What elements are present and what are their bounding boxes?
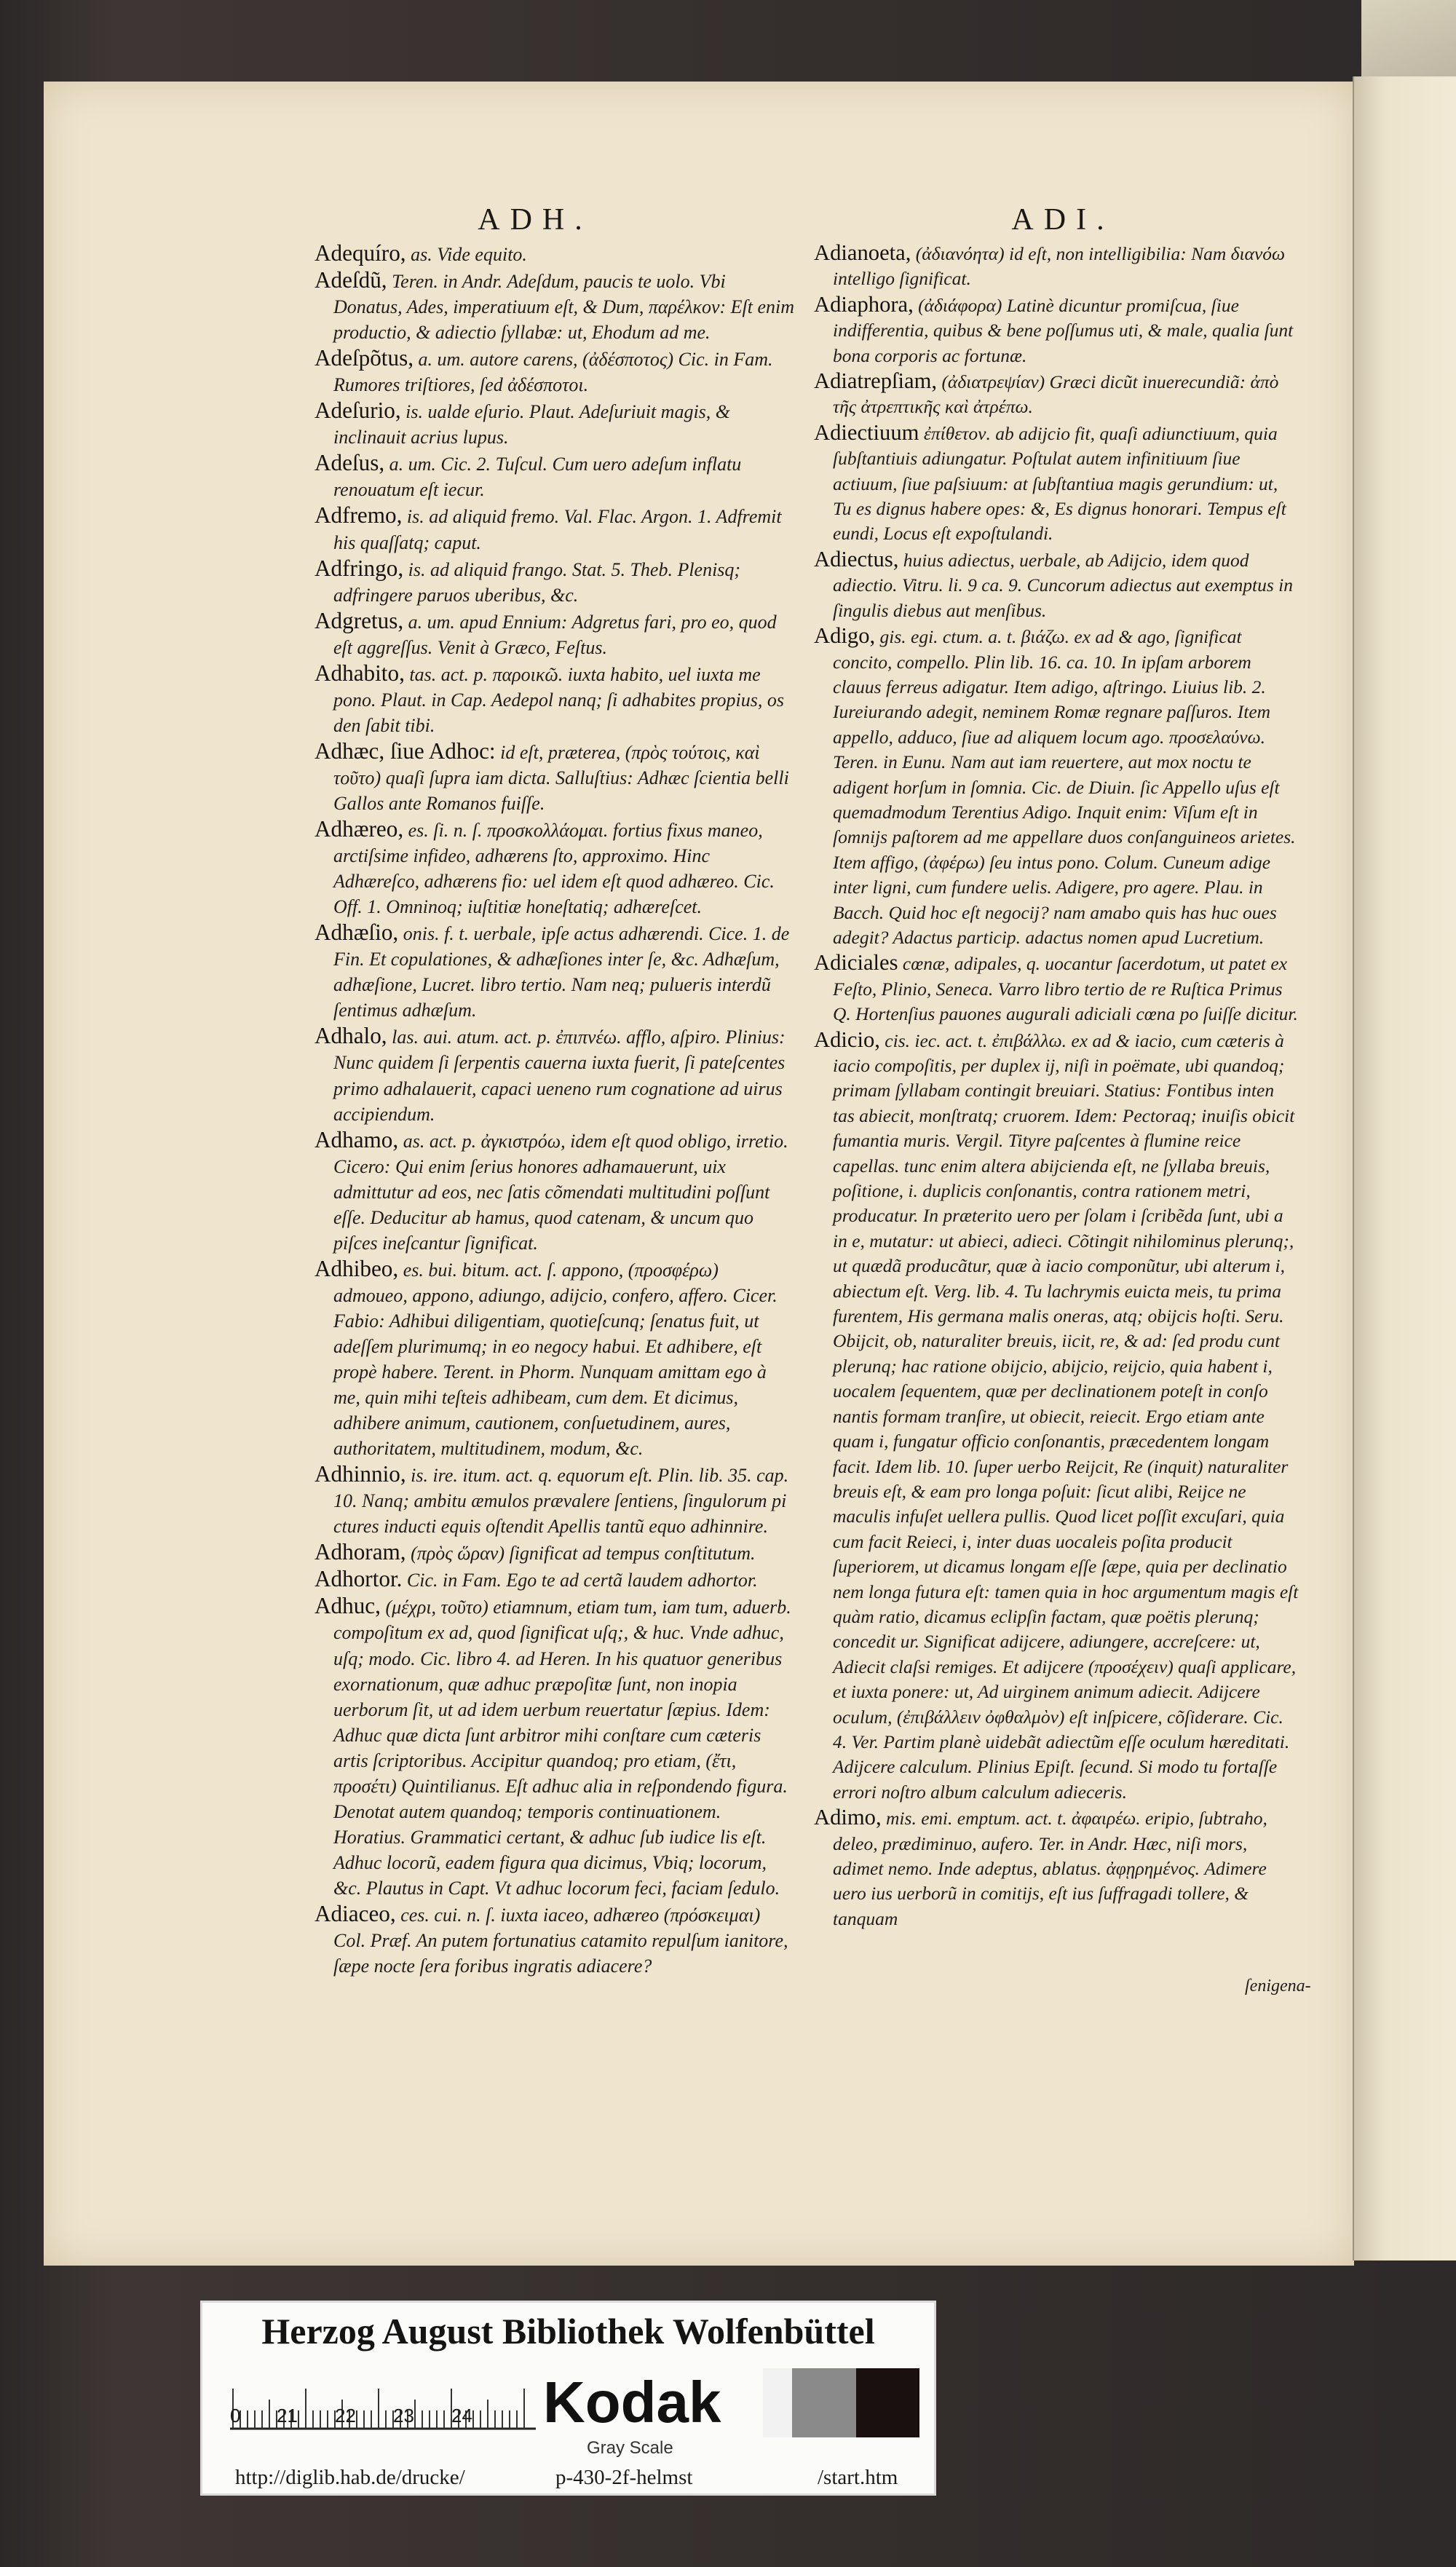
headword: Adfremo, [314, 502, 403, 529]
dictionary-entry [314, 450, 795, 502]
headword: Adeſus, [314, 450, 385, 476]
dictionary-entry [814, 420, 1300, 547]
headword: Adhæſio, [314, 919, 399, 946]
headword: Adiaceo, [314, 1901, 396, 1926]
dictionary-entry [314, 816, 795, 919]
entry-body [314, 267, 795, 345]
dictionary-entry [314, 1539, 795, 1566]
dictionary-entry [814, 292, 1300, 368]
headword: Adhalo, [314, 1023, 387, 1049]
entry-body [314, 816, 795, 919]
entry-body [814, 240, 1300, 292]
dictionary-entry [314, 555, 795, 608]
entry-text: las. aui. atum. act. p. ἐπιπνέω. afflo, aſpiro. Plinius: Nunc quidem ſi ſerpentis cauerna iuxta fuerit, ſi pateſcentes primo adhalauerit, capaci ueneno rum cognatione ad uirus accipiendum. [333, 1027, 786, 1125]
entry-body [314, 608, 795, 660]
entry-text: ἐπίθετον. ab adijcio fit, quaſi adiunctiuum, quia ſubſtantiuis adiungatur. Poſtulat autem infinitiuum ſiue actiuum, ſiue paſsiuum: at ſubſtantiua magis gerundium: ut, Tu es dignus habere opes: &, Es dignus honorari. Tempus eſt eundi, Locus eſt expoſtulandi. [833, 422, 1286, 545]
entry-text: a. um. apud Ennium: Adgretus fari, pro eo, quod eſt aggreſſus. Venit à Græco, Feſtus. [333, 611, 777, 658]
dictionary-entry [314, 919, 795, 1023]
headword: Adhæc, ſiue Adhoc: [314, 737, 496, 764]
entry-body [314, 1539, 795, 1566]
headword: Adiaphora, [814, 291, 914, 317]
entry-text: cis. iec. act. t. ἐπιβάλλω. ex ad & iacio, cum cæteris à iacio compoſitis, per duplex ij, niſi in poëmate, ubi quandoq; primam ſyllabam contingit breuiari. Statius: Fontibus inten tas abiecit, monſtratq; cruorem. Idem: Pectoraq; inuiſis obicit fumantia muris. Vergil. Tityre paſcentes à flumine reice capellas. tunc enim altera abijcienda eſt, ne ſyllaba breuis, poſitione, i. duplicis conſonantis, contra rationem metri, producatur. In præterito uero per ſolam i ſcribẽda ſunt, ubi a in e, mutatur: ut abieci, adieci. Cõtingit nihilominus plerunq;, ut quædã producãtur, quæ à iacio componũtur, ubi alterum i, abiectum eſt. Verg. lib. 4. Tu lachrymis euicta meis, tu prima furentem, His germana malis oneras, atq; obijcis hoſti. Seru. Obijcit, ob, naturaliter breuis, iicit, re, & ad: ſed produ cunt plerunq; hac ratione obijcio, abijcio, reijcio, quia habent i, uocalem ſequentem, quæ per declinationem poteſt in conſo nantis formam tranſire, ut obiecit, reiecit. Ergo etiam ante quam i, fungatur officio conſonantis, præcedentem longam facit. Idem lib. 10. ſuper uerbo Reijcit, Re (inquit) naturaliter breuis eſt, & eam pro longa poſuit: ſicut alibi, Reijce ne maculis infuſet uellera pullis. Quod licet poſſit excuſari, quia cum facit Reieci, i, inter duas uocaleis poſita producit ſuperiorem, ut dicamus longam eſſe ſæpe, quia per declinatio nem longa futura eſt: tamen quia in hoc argumentum magis eſt quàm ratio, dicamus eclipſin factam, quæ poëtis plerunq; concedit ur. Significat adijcere, adiungere, accreſcere: ut, Adiecit claſsi remiges. Et adijcere (προσέχειν) quaſi applicare, et iuxta ponere: ut, Ad uirginem animum adiecit. Adijcere oculum, (ἐπιβάλλειν ὀφθαλμὸν) eſt inſpicere, cõſiderare. Cic. 4. Ver. Partim planè uidebãt adiectũm eſſe oculum hæreditati. Adijcere calculum. Plinius Epiſt. ſecund. Si modo tu fortaſſe errori noſtro album calculum adieceris. [833, 1029, 1299, 1803]
entry-body [314, 738, 795, 816]
entry-body [314, 240, 795, 267]
entry-body [314, 1127, 795, 1256]
entry-text: gis. egi. ctum. a. t. βιάζω. ex ad & ago, ſignificat concito, compello. Plin lib. 16. ca. 10. In ipſam arborem clauus ferreus adigatur. Item adigo, aſtringo. Liuius lib. 2. Iureiurando adegit, neminem Romæ regnare paſſuros. Item appello, adduco, ſiue ad aliquem locum ago. προσελαύνω. Teren. in Eunu. Nam aut iam reuertere, aut mox noctu te adigent horſum in ſomnia. Cic. de Diuin. ſic Appello uſus eſt quemadmodum Terentius Adigo. Inquit enim: Viſum eſt in ſomnijs paſtorem ad me appellare duos conſanguineos arietes. Item affigo, (ἀφέρω) ſeu intus pono. Colum. Cuneum adige inter ligni, cum fundere uelis. Adigere, pro agere. Plau. in Bacch. Quid hoc eſt negocij? nam amabo quis has huc oues adegit? Adactus particip. adactus nomen apud Lucretium. [833, 626, 1296, 948]
ruler-number: 23 [393, 2405, 414, 2426]
kodak-logo-text: Kodak [543, 2370, 721, 2435]
entry-text: a. um. Cic. 2. Tuſcul. Cum uero adeſum inflatu renouatum eſt iecur. [333, 454, 742, 501]
headword: Adhuc, [314, 1593, 381, 1619]
headword: Adeſurio, [314, 397, 401, 424]
entry-text: is. ad aliquid fremo. Val. Flac. Argon. 1. Adfremit his quaſſatq; caput. [333, 506, 782, 553]
entry-text: mis. emi. emptum. act. t. ἀφαιρέω. eripio, ſubtraho, deleo, prædiminuo, aufero. Ter. in Andr. Hæc, niſi mors, adimet nemo. Inde adeptus, ablatus. ἀφῃρημένος. Adimere uero ius uerborũ in comitijs, eſt ius ſuffragadi tollere, & tanquam [833, 1808, 1267, 1929]
entry-body [314, 345, 795, 397]
right-column [814, 240, 1300, 1931]
dictionary-entry [814, 1805, 1300, 1931]
facing-page-edge [1353, 76, 1456, 2261]
entry-body [314, 660, 795, 738]
headword: Adhæreo, [314, 816, 404, 842]
headword: Adhibeo, [314, 1255, 399, 1281]
ruler-numbers [224, 2405, 537, 2434]
dictionary-entry [314, 1566, 795, 1593]
swatch-gray [792, 2368, 856, 2437]
entry-body [814, 292, 1300, 368]
left-column [314, 240, 795, 1979]
dictionary-entry [314, 345, 795, 397]
entry-body [314, 1461, 795, 1539]
headword: Adigo, [814, 623, 876, 649]
dictionary-entry [314, 1127, 795, 1256]
entry-body [314, 397, 795, 450]
headword: Adfringo, [314, 555, 404, 581]
entry-body [814, 623, 1300, 950]
entry-body [814, 950, 1300, 1027]
catchword: ſenigena- [1245, 1977, 1311, 1996]
dictionary-entry [314, 608, 795, 660]
entry-text: (πρὸς ὥραν) ſignificat ad tempus conſtitutum. [411, 1543, 756, 1565]
entry-body [314, 1023, 795, 1126]
page-header-right: ADI. [1011, 203, 1115, 237]
entry-body [814, 547, 1300, 623]
entry-text: id eſt, præterea, (πρὸς τούτοις, καὶ τοῦτο) quaſi ſupra iam dicta. Salluſtius: Adhæc ſcientia belli Gallos ante Romanos fuiſſe. [333, 741, 789, 814]
entry-body [314, 450, 795, 502]
dictionary-entry [314, 1593, 795, 1901]
dictionary-entry [314, 397, 795, 450]
entry-body [314, 1593, 795, 1901]
entry-body [814, 1027, 1300, 1805]
gray-scale-label: Gray Scale [587, 2438, 673, 2458]
entry-text: (ἀδιατρεψίαν) Græci dicũt inuerecundiã: ἀπὸ τῆς ἀτρεπτικῆς καὶ ἀτρέπω. [833, 371, 1279, 418]
entry-text: as. act. p. ἀγκιστρόω, idem eſt quod obligo, irretio. Cicero: Qui enim ſerius honores adhamauerunt, uix admittutur ad eos, nec ſatis cõmendati multitudini poſſunt eſſe. Deducitur ab hamus, quod catenam, & uncum quo piſces ineſcantur ſignificat. [333, 1130, 788, 1254]
headword: Adimo, [814, 1805, 882, 1830]
entry-text: ces. cui. n. ſ. iuxta iaceo, adhæreo (πρόσκειμαι) Col. Præf. An putem fortunatius catamito repulſum ianitore, ſæpe nocte ſera foribus ingratis adiacere? [333, 1905, 788, 1977]
headword: Adiciales [814, 950, 898, 976]
dictionary-entry [814, 547, 1300, 623]
dictionary-entry [314, 1256, 795, 1461]
dictionary-entry [814, 1027, 1300, 1805]
entry-text: tas. act. p. παροικῶ. iuxta habito, uel iuxta me pono. Plaut. in Cap. Aedepol nanq; ſi adhabites propius, os den ſabit tibi. [333, 663, 784, 736]
dictionary-entry [314, 738, 795, 816]
swatch-white [763, 2368, 792, 2437]
ruler-number: 24 [451, 2405, 472, 2426]
entry-body [314, 555, 795, 608]
url-right: /start.htm [818, 2466, 898, 2489]
headword: Adhortor. [314, 1566, 403, 1592]
ruler-number: 0 [230, 2405, 241, 2426]
entry-text: (ἀδιανόητα) id eſt, non intelligibilia: Nam διανόω intelligo ſignificat. [833, 243, 1286, 290]
entry-text: is. ad aliquid frango. Stat. 5. Theb. Plenisq; adfringere paruos uberibus, &c. [333, 558, 741, 606]
dictionary-entry [314, 1461, 795, 1539]
headword: Adhamo, [314, 1126, 399, 1152]
dictionary-entry [314, 502, 795, 555]
headword: Adequíro, [314, 240, 406, 266]
entry-text: es. bui. bitum. act. ſ. appono, (προσφέρω) admoueo, appono, adiungo, adijcio, confero, affero. Cicer. Fabio: Adhibui diligentiam, quotieſcunq; ſenatus fuit, ut adeſſem plurimumq; in eo negocy habui. Et adhibere, eſt propè habere. Terent. in Phorm. Nunquam amittam ego à me, quin mihi teſteis adhibeam, cum dem. Et dicimus, adhibere animum, cautionem, conſuetudinem, aures, authoritatem, multitudinem, modum, &c. [333, 1259, 778, 1460]
headword: Adhabito, [314, 660, 405, 686]
entry-text: is. ualde eſurio. Plaut. Adeſuriuit magis, & inclinauit acrius lupus. [333, 401, 731, 448]
dictionary-entry [314, 267, 795, 345]
gray-swatches [763, 2368, 919, 2437]
entry-text: (μέχρι, τοῦτο) etiamnum, etiam tum, iam tum, aduerb. compoſitum ex ad, quod ſignificat uſq;, & huc. Vnde adhuc, uſq; modo. Cic. libro 4. ad Heren. In his quatuor generibus exornationum, quæ adhuc præpoſitæ ſunt, non inopia uerborum ſit, ut ad idem uerbum reuertatur ſæpius. Idem: Adhuc quæ dicta ſunt arbitror mihi conſtare cum cæteris artis ſcriptoribus. Accipitur quandoq; pro etiam, (ἔτι, προσέτι) Quintilianus. Eſt adhuc alia in reſpondendo figura. Denotat autem quandoq; temporis continuationem. Horatius. Grammatici certant, & adhuc ſub iudice lis eſt. Adhuc locorũ, eadem figura qua dicimus, Vbiq; locorum, &c. Plautus in Capt. Vt adhuc locorum feci, faciam ſedulo. [333, 1597, 791, 1899]
dictionary-entry [814, 623, 1300, 950]
ruler-number: 22 [335, 2405, 356, 2426]
dictionary-entry [314, 240, 795, 267]
entry-body [314, 1566, 795, 1593]
headword: Adeſdũ, [314, 267, 387, 293]
headword: Adianoeta, [814, 240, 911, 265]
headword: Adiectus, [814, 546, 899, 571]
headword: Adhinnio, [314, 1461, 406, 1487]
ruler-number: 21 [277, 2405, 298, 2426]
entry-body [814, 368, 1300, 420]
url-left: http://diglib.hab.de/drucke/ [235, 2466, 465, 2489]
dictionary-entry [814, 240, 1300, 292]
entry-body [314, 1256, 795, 1461]
dictionary-entry [314, 1023, 795, 1126]
page-header-left: ADH. [478, 203, 593, 237]
swatch-black [856, 2368, 919, 2437]
entry-text: cœnæ, adipales, q. uocantur ſacerdotum, ut patet ex Feſto, Plinio, Seneca. Varro libro tertio de re Ruſtica Primus Q. Hortenſius pauones augurali adiciali cœna po ſuiſſe dicitur. [833, 953, 1298, 1025]
entry-body [314, 1901, 795, 1979]
page-fold [1361, 0, 1456, 82]
entry-text: huius adiectus, uerbale, ab Adijcio, idem quod adiectio. Vitru. li. 9 ca. 9. Cuncorum adiectus aut exemptus in ſingulis diebus aut menſibus. [833, 549, 1293, 621]
headword: Adiatrepſiam, [814, 368, 938, 394]
entry-body [814, 420, 1300, 547]
entry-body [314, 919, 795, 1023]
dictionary-entry [314, 660, 795, 738]
entry-text: onis. f. t. uerbale, ipſe actus adhærendi. Cice. 1. de Fin. Et copulationes, & adhæſiones inter ſe, &c. Adhæſum, adhæſione, Lucret. libro tertio. Nam neq; pulueris interdũ ſentimus adhæſum. [333, 923, 790, 1021]
entry-text: es. ſi. n. ſ. προσκολλάομαι. fortius fixus maneo, arctiſsime infideo, adhærens ſto, approximo. Hinc Adhæreſco, adhærens fio: uel idem eſt quod adhæreo. Cic. Off. 1. Omninoq; iuſtitiæ honeſtatiq; adhæreſcet. [333, 820, 775, 918]
headword: Adicio, [814, 1027, 880, 1052]
url-mid: p-430-2f-helmst [555, 2466, 693, 2489]
entry-text: Teren. in Andr. Adeſdum, paucis te uolo. Vbi Donatus, Ades, imperatiuum eſt, & Dum, παρέλκον: Eſt enim productio, & adiectio ſyllabæ: ut, Ehodum ad me. [333, 271, 795, 344]
entry-text: Cic. in Fam. Ego te ad certã laudem adhortor. [406, 1570, 758, 1591]
entry-text: as. Vide equito. [411, 244, 527, 265]
headword: Adgretus, [314, 607, 404, 633]
headword: Adhoram, [314, 1539, 406, 1565]
library-title: Herzog August Bibliothek Wolfenbüttel [261, 2311, 875, 2352]
dictionary-entry [314, 1901, 795, 1979]
entry-text: a. um. autore carens, (ἀδέσποτος) Cic. in Fam. Rumores triſtiores, ſed ἀδέσποτοι. [333, 349, 773, 396]
headword: Adeſpõtus, [314, 345, 414, 371]
entry-body [314, 502, 795, 555]
entry-body [814, 1805, 1300, 1931]
kodak-color-card [200, 2301, 936, 2496]
entry-text: is. ire. itum. act. q. equorum eſt. Plin. lib. 35. cap. 10. Nanq; ambitu æmulos prævalere ſentiens, ſingulorum pi ctures inducti equis oſtendit Apellis tantũ equo adhinnire. [333, 1465, 789, 1538]
entry-text: (ἀδιάφορα) Latinè dicuntur promiſcua, ſiue indifferentia, quibus & bene poſſumus uti, & male, qualia ſunt bona corporis ac fortunæ. [833, 294, 1294, 366]
dictionary-entry [814, 368, 1300, 420]
headword: Adiectiuum [814, 419, 919, 445]
dictionary-entry [814, 950, 1300, 1027]
